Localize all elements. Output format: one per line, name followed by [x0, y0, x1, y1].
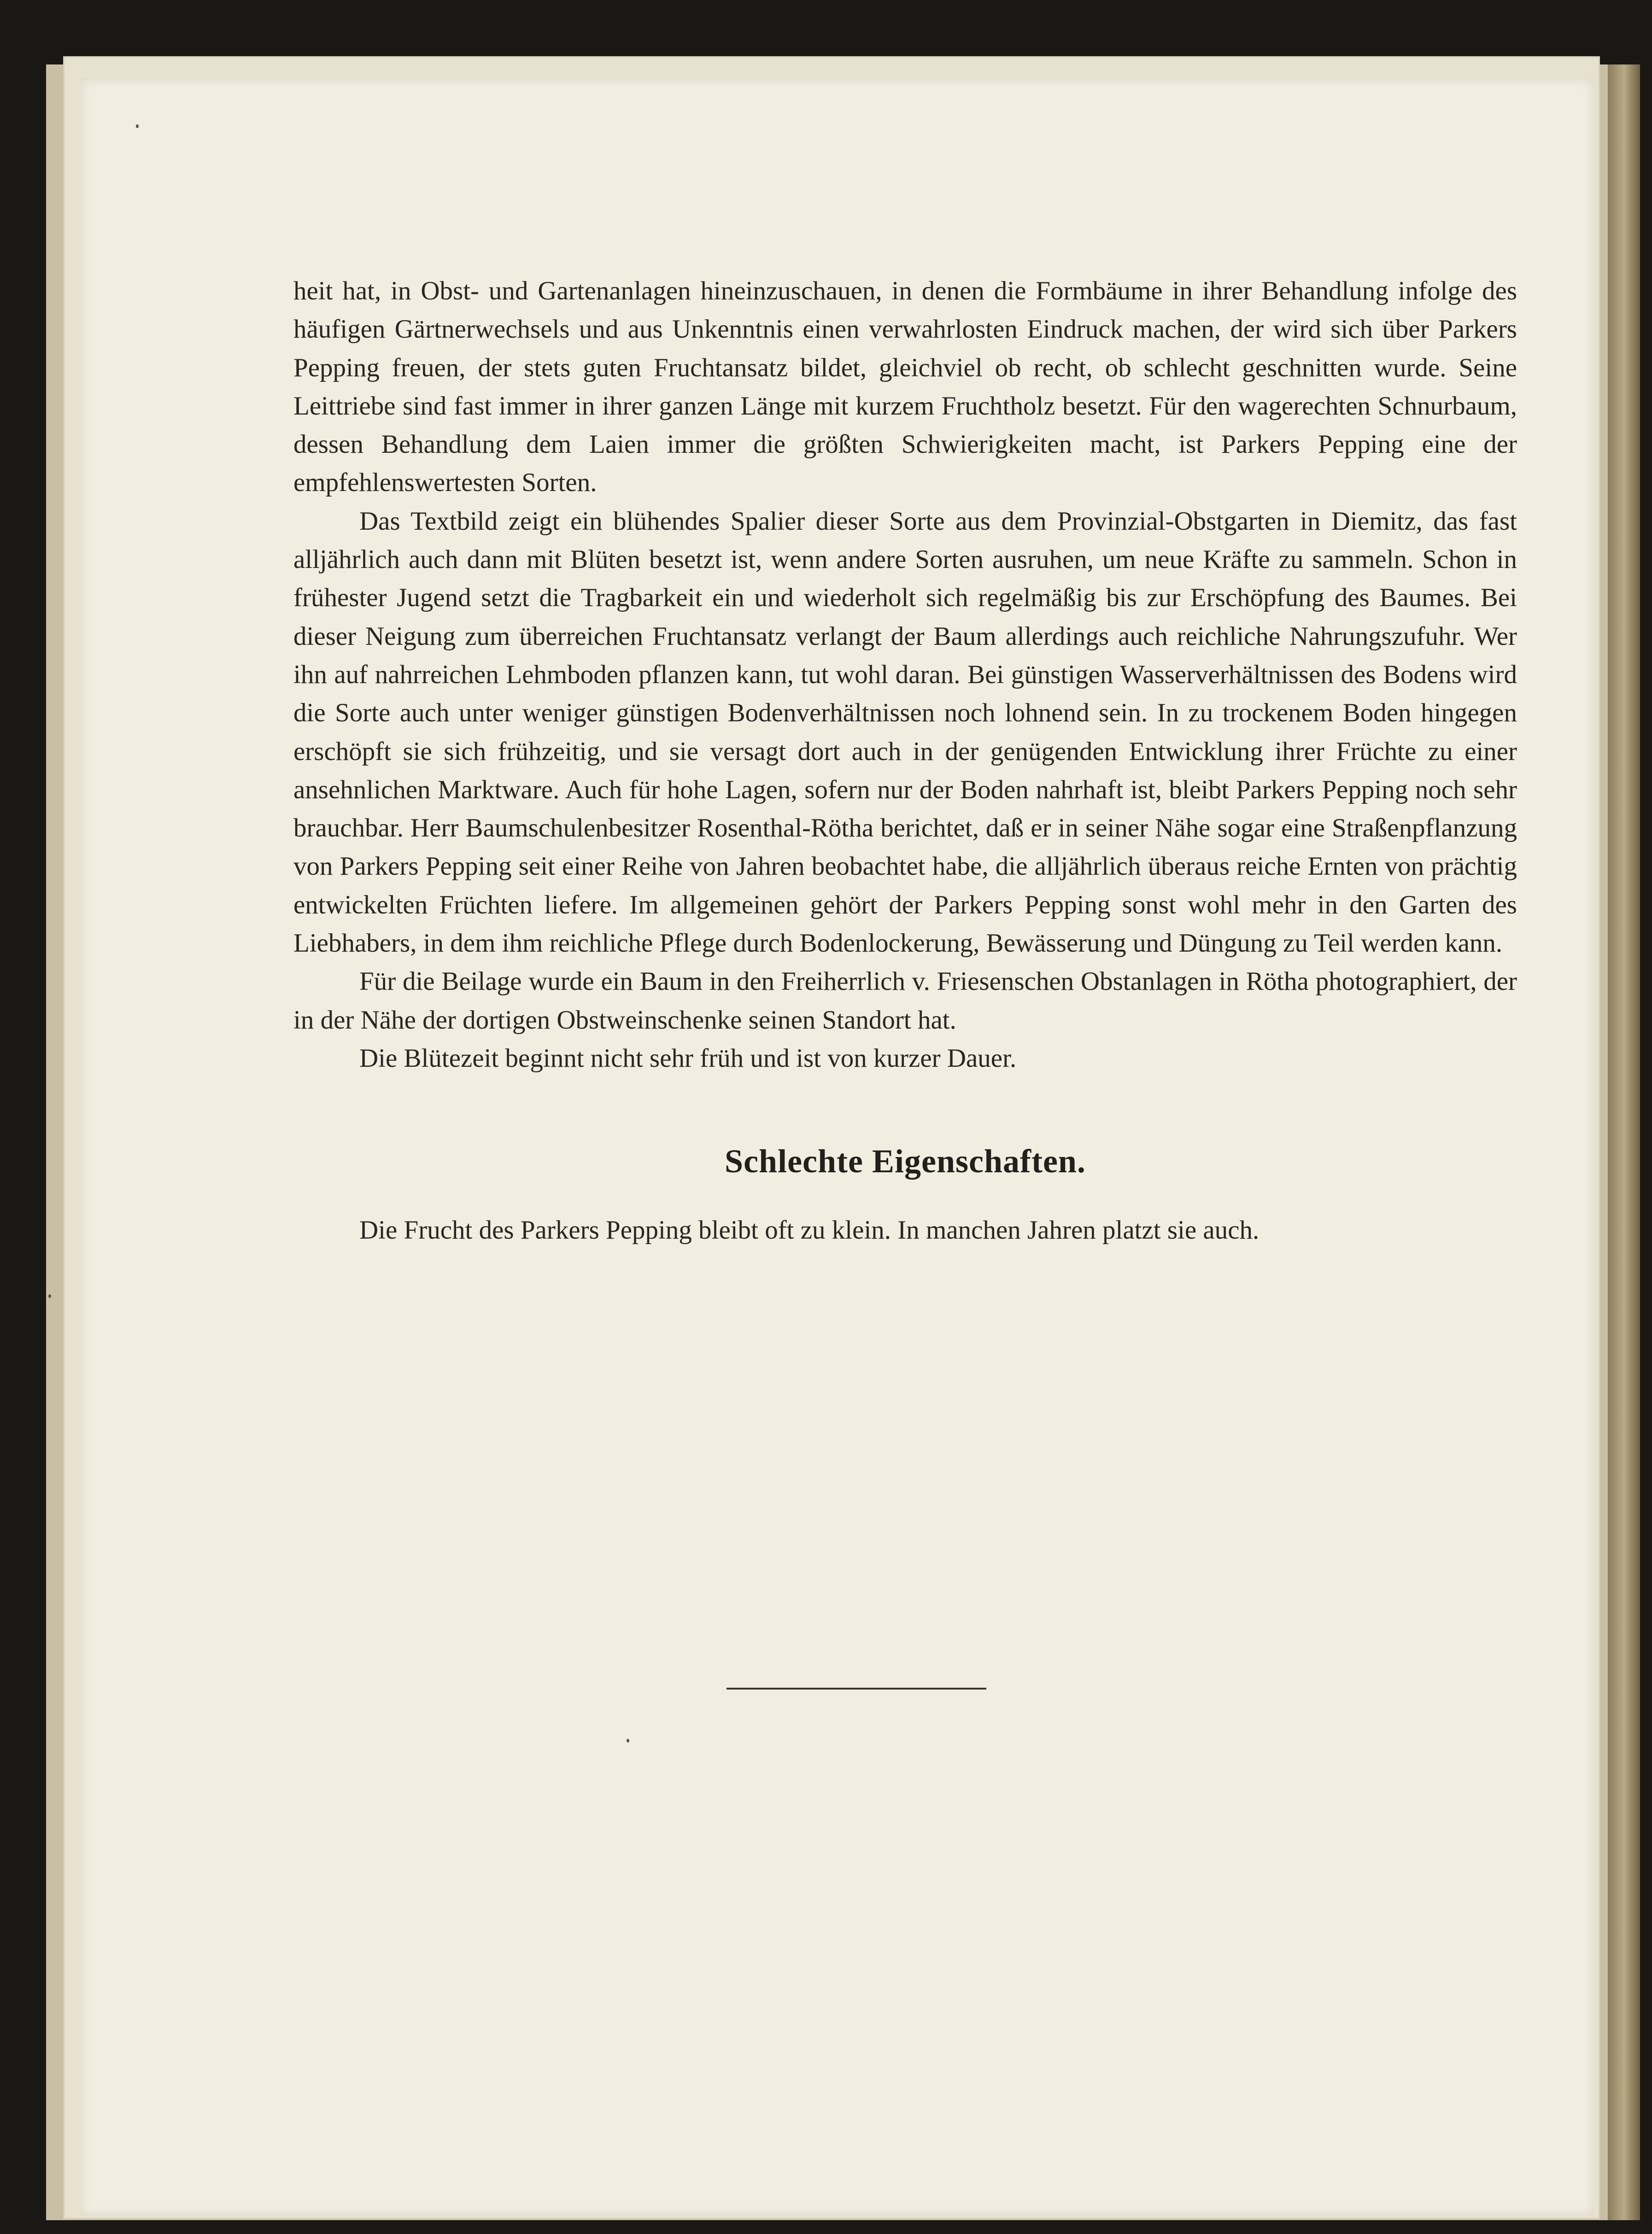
section-paragraph: Die Frucht des Parkers Pepping bleibt oft zu klein. In manchen Jahren platzt sie auch. — [359, 1216, 1260, 1245]
paragraph-3: Für die Beilage wurde ein Baum in den Freiherrlich v. Friesenschen Obstanlagen in Rötha photographiert, der in der Nähe der dortigen Obstweinschenke seinen Standort hat. — [293, 967, 1517, 1035]
paper-speck — [136, 124, 139, 128]
paragraph-1: heit hat, in Obst- und Gartenanlagen hineinzuschauen, in denen die Formbäume in ihrer Behandlung infolge des häufigen Gärtnerwechsels und aus Unkenntnis einen verwahrlosten Eindruck machen, der wird sich über Parkers Pepping freuen, der stets guten Fruchtansatz bildet, gleichviel ob recht, ob schlecht geschnitten wurde. Seine Leittriebe sind fast immer in ihrer ganzen Länge mit kurzem Fruchtholz besetzt. Für den wagerechten Schnurbaum, dessen Behandlung dem Laien immer die größten Schwierigkeiten macht, ist Parkers Pepping eine der empfehlenswertesten Sorten. — [293, 276, 1517, 497]
body-text — [293, 272, 1517, 1250]
book-spine-edge — [1608, 64, 1640, 2220]
paper-speck — [48, 1294, 51, 1298]
section-heading: Schlechte Eigenschaften. — [725, 1143, 1086, 1180]
closing-rule — [726, 1688, 986, 1690]
paragraph-2: Das Textbild zeigt ein blühendes Spalier dieser Sorte aus dem Provinzial-Obstgarten in Diemitz, das fast alljährlich auch dann mit Blüten besetzt ist, wenn andere Sorten ausruhen, um neue Kräfte zu sammeln. Schon in frühester Jugend setzt die Tragbarkeit ein und wiederholt sich regelmäßig bis zur Erschöpfung des Baumes. Bei dieser Neigung zum überreichen Fruchtansatz verlangt der Baum allerdings auch reichliche Nahrungszufuhr. Wer ihn auf nahrreichen Lehmboden pflanzen kann, tut wohl daran. Bei günstigen Wasserverhältnissen des Bodens wird die Sorte auch unter weniger günstigen Bodenverhältnissen noch lohnend sein. In zu trockenem Boden hingegen erschöpft sie sich frühzeitig, und sie versagt dort auch in der genügenden Entwicklung ihrer Früchte zu einer ansehnlichen Marktware. Auch für hohe Lagen, sofern nur der Boden nahrhaft ist, bleibt Parkers Pepping noch sehr brauchbar. Herr Baumschulenbesitzer Rosenthal-Rötha berichtet, daß er in seiner Nähe sogar eine Straßenpflanzung von Parkers Pepping seit einer Reihe von Jahren beobachtet habe, die alljährlich überaus reiche Ernten von prächtig entwickelten Früchten liefere. Im allgemeinen gehört der Parkers Pepping sonst wohl mehr in den Garten des Liebhabers, in dem ihm reichliche Pflege durch Bodenlockerung, Bewässerung und Düngung zu Teil werden kann. — [293, 506, 1517, 958]
paper-speck — [627, 1739, 629, 1743]
document-page — [81, 78, 1594, 2216]
paragraph-4: Die Blütezeit beginnt nicht sehr früh und ist von kurzer Dauer. — [359, 1043, 1017, 1073]
